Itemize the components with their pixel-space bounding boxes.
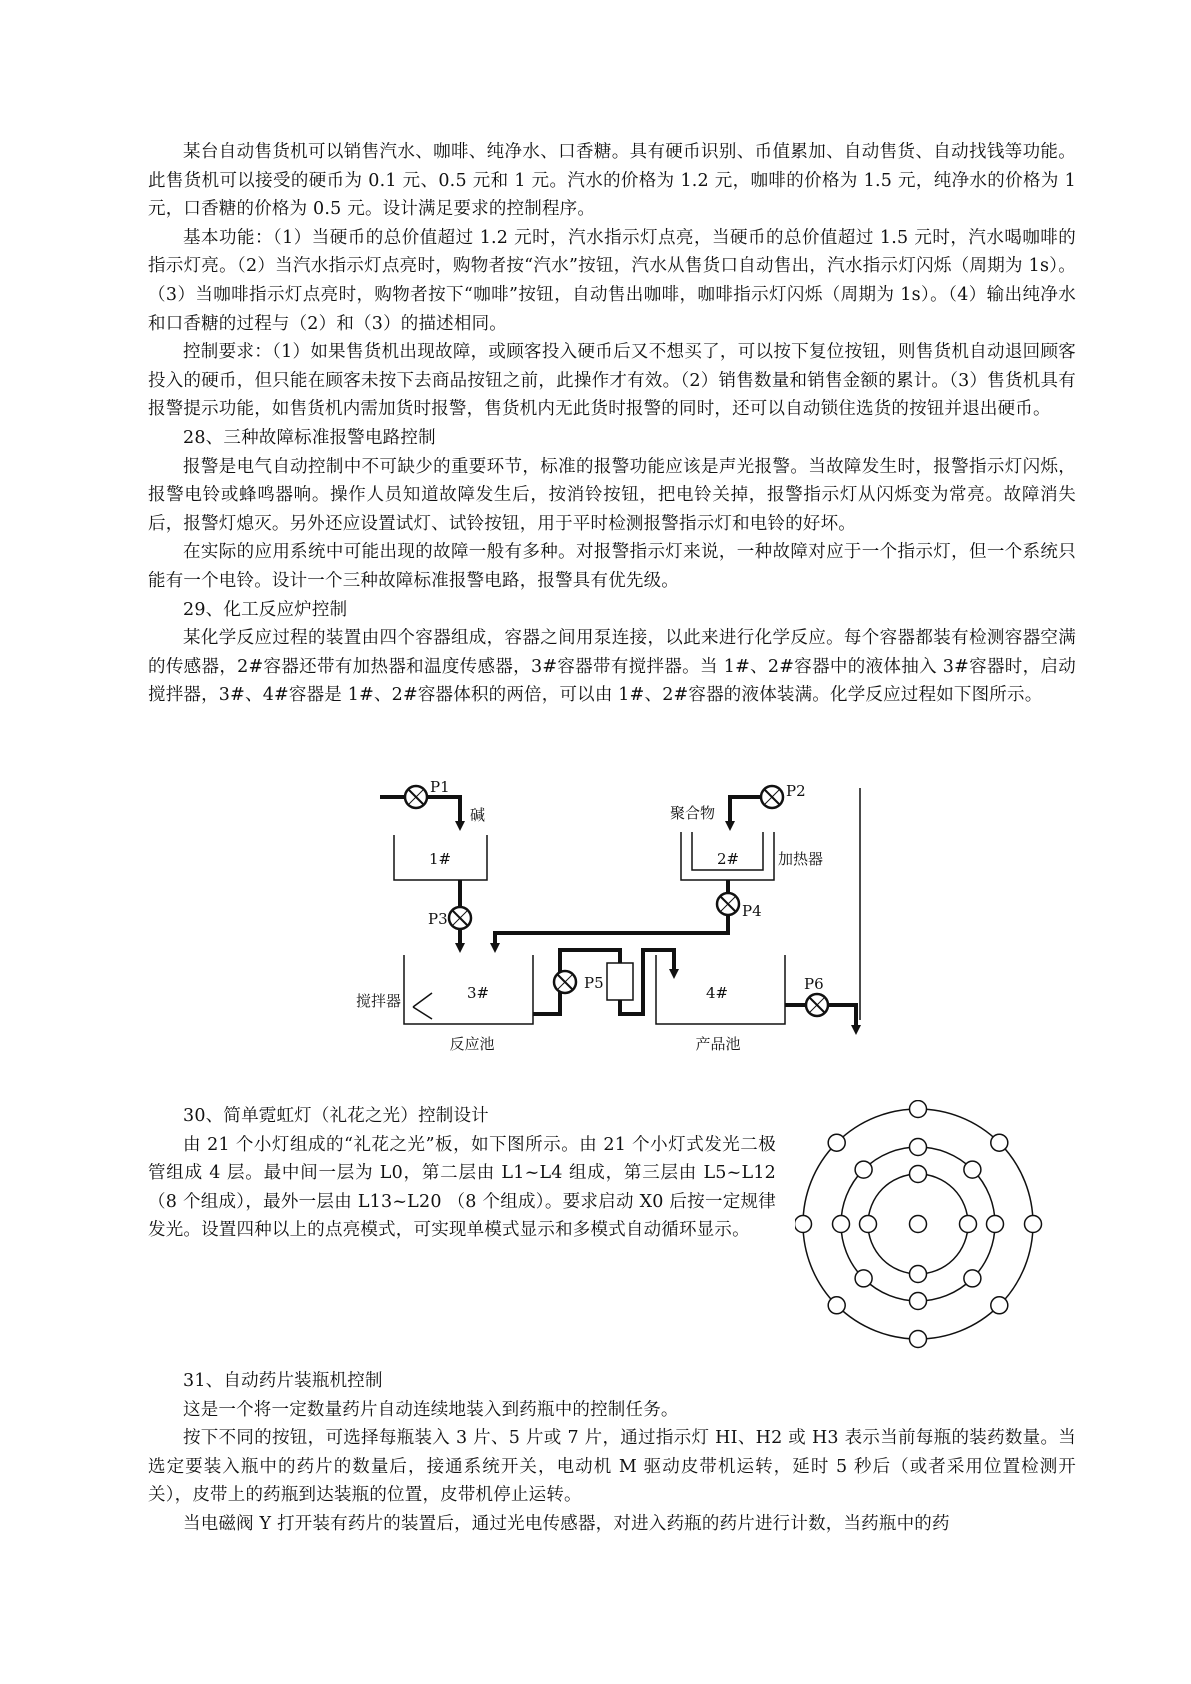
section-31-heading: 31、自动药片装瓶机控制	[183, 1371, 383, 1391]
section-31-paragraph-2: 按下不同的按钮，可选择每瓶装入 3 片、5 片或 7 片，通过指示灯 HI、H2 或 H3 表示当前每瓶的装药数量。当选定要装入瓶中的药片的数量后，接通系统开关，电动机 M 驱动皮带机运转，延时 5 秒后（或者采用位置检测开关），皮带上的药瓶到达装瓶的位置，皮带机停止运转。	[148, 1428, 1076, 1506]
lamp-l18	[828, 1297, 845, 1314]
p5-filter-box	[607, 963, 633, 1000]
section-29-paragraph-1: 某化学反应过程的装置由四个容器组成，容器之间用泵连接，以此来进行化学反应。每个容器都装有检测容器空满的传感器，2#容器还带有加热器和温度传感器，3#容器带有搅拌器。当 1#、2#容器中的液体抽入 3#容器时，启动搅拌器，3#、4#容器是 1#、2#容器体积的两倍，可以由 1#、2#容器的液体装满。化学反应过程如下图所示。	[148, 628, 1076, 706]
section-30-heading: 30、简单霓虹灯（礼花之光）控制设计	[183, 1106, 489, 1126]
lamp-l17	[910, 1331, 927, 1348]
label-c3: 3#	[466, 984, 490, 1002]
pump-p6	[806, 994, 828, 1016]
section-29-heading: 29、化工反应炉控制	[183, 599, 348, 620]
lamp-l11	[833, 1216, 850, 1233]
lamp-l9	[910, 1293, 927, 1310]
label-reaction-pool: 反应池	[449, 1035, 495, 1053]
section-28-paragraph-2: 在实际的应用系统中可能出现的故障一般有多种。对报警指示灯来说，一种故障对应于一个指示灯，但一个系统只能有一个电铃。设计一个三种故障标准报警电路，报警具有优先级。	[148, 542, 1076, 591]
pump-p3	[449, 907, 471, 929]
lamp-l12	[855, 1161, 872, 1178]
lamp-l8	[964, 1270, 981, 1287]
label-c2: 2#	[716, 850, 740, 868]
label-p2: P2	[786, 782, 806, 800]
lamp-l0	[910, 1216, 927, 1233]
label-alkali: 碱	[470, 806, 486, 824]
lamp-l4	[860, 1216, 877, 1233]
label-p4: P4	[742, 902, 762, 920]
lamp-l7	[987, 1216, 1004, 1233]
vending-control-requirements: 控制要求：（1）如果售货机出现故障，或顾客投入硬币后又不想买了，可以按下复位按钮，则售货机自动退回顾客投入的硬币，但只能在顾客未按下去商品按钮之前，此操作才有效。（2）销售数量和销售金额的累计。（3）售货机具有报警提示功能，如售货机内需加货时报警，售货机内无此货时报警的同时，还可以自动锁住选货的按钮并退出硬币。	[148, 342, 1076, 420]
label-p6: P6	[804, 975, 824, 993]
reactor-diagram	[340, 780, 880, 1070]
pump-p2	[761, 786, 783, 808]
fireworks-light-board	[795, 1100, 1050, 1355]
lamp-l2	[960, 1216, 977, 1233]
text-block-lower	[148, 1367, 1076, 1539]
section-30-paragraph-1: 由 21 个小灯组成的“礼花之光”板，如下图所示。由 21 个小灯式发光二极管组成 4 层。最中间一层为 L0，第二层由 L1~L4 组成，第三层由 L5~L12 （8 个组成），最外一层由 L13~L20 （8 个组成）。要求启动 X0 后按一定规律发光。设置四种以上的点亮模式，可实现单模式显示和多模式自动循环显示。	[148, 1134, 776, 1241]
lamp-l3	[910, 1266, 927, 1283]
vending-basic-functions: 基本功能：（1）当硬币的总价值超过 1.2 元时，汽水指示灯点亮，当硬币的总价值超过 1.5 元时，汽水喝咖啡的指示灯亮。（2）当汽水指示灯点亮时，购物者按“汽水”按钮，汽水从售货口自动售出，汽水指示灯闪烁（周期为 1s）。（3）当咖啡指示灯点亮时，购物者按下“咖啡”按钮，自动售出咖啡，咖啡指示灯闪烁（周期为 1s）。（4）输出纯净水和口香糖的过程与（2）和（3）的描述相同。	[148, 227, 1076, 334]
section-28-heading: 28、三种故障标准报警电路控制	[183, 427, 436, 448]
lamp-l1	[910, 1166, 927, 1183]
pump-p4	[717, 893, 739, 915]
label-c4: 4#	[705, 984, 729, 1002]
lamp-l5	[910, 1139, 927, 1156]
lamp-group	[795, 1101, 1042, 1348]
section-30-text	[148, 1102, 776, 1245]
lamp-l6	[964, 1161, 981, 1178]
vending-intro: 某台自动售货机可以销售汽水、咖啡、纯净水、口香糖。具有硬币识别、币值累加、自动售货、自动找钱等功能。此售货机可以接受的硬币为 0.1 元、0.5 元和 1 元。汽水的价格为 1.2 元，咖啡的价格为 1.5 元，纯净水的价格为 1 元，口香糖的价格为 0.5 元。设计满足要求的控制程序。	[148, 142, 1076, 220]
lamp-l15	[1025, 1216, 1042, 1233]
pump-p5	[554, 971, 576, 993]
label-p5: P5	[584, 974, 604, 992]
label-stirrer: 搅拌器	[356, 992, 402, 1010]
lamp-l20	[828, 1134, 845, 1151]
lamp-l14	[991, 1134, 1008, 1151]
label-c1: 1#	[428, 850, 452, 868]
section-31-paragraph-1: 这是一个将一定数量药片自动连续地装入到药瓶中的控制任务。	[183, 1399, 679, 1420]
lamp-l13	[910, 1101, 927, 1118]
section-28-paragraph-1: 报警是电气自动控制中不可缺少的重要环节，标准的报警功能应该是声光报警。当故障发生时，报警指示灯闪烁，报警电铃或蜂鸣器响。操作人员知道故障发生后，按消铃按钮，把电铃关掉，报警指示灯从闪烁变为常亮。故障消失后，报警灯熄灭。另外还应设置试灯、试铃按钮，用于平时检测报警指示灯和电铃的好坏。	[148, 456, 1076, 534]
lamp-l16	[991, 1297, 1008, 1314]
pump-p1	[405, 786, 427, 808]
lamp-l10	[855, 1270, 872, 1287]
pipe-p4	[495, 880, 728, 948]
label-product-pool: 产品池	[695, 1035, 741, 1053]
stirrer-shaft	[413, 993, 432, 1007]
label-p3: P3	[428, 910, 448, 928]
label-heater: 加热器	[778, 850, 824, 868]
label-polymer: 聚合物	[670, 804, 716, 822]
stirrer-blade	[413, 1007, 432, 1019]
text-block-upper	[148, 138, 1076, 710]
lamp-l19	[795, 1216, 812, 1233]
label-p1: P1	[430, 780, 450, 796]
section-31-paragraph-3: 当电磁阀 Y 打开装有药片的装置后，通过光电传感器，对进入药瓶的药片进行计数，当药瓶中的药	[183, 1513, 950, 1534]
